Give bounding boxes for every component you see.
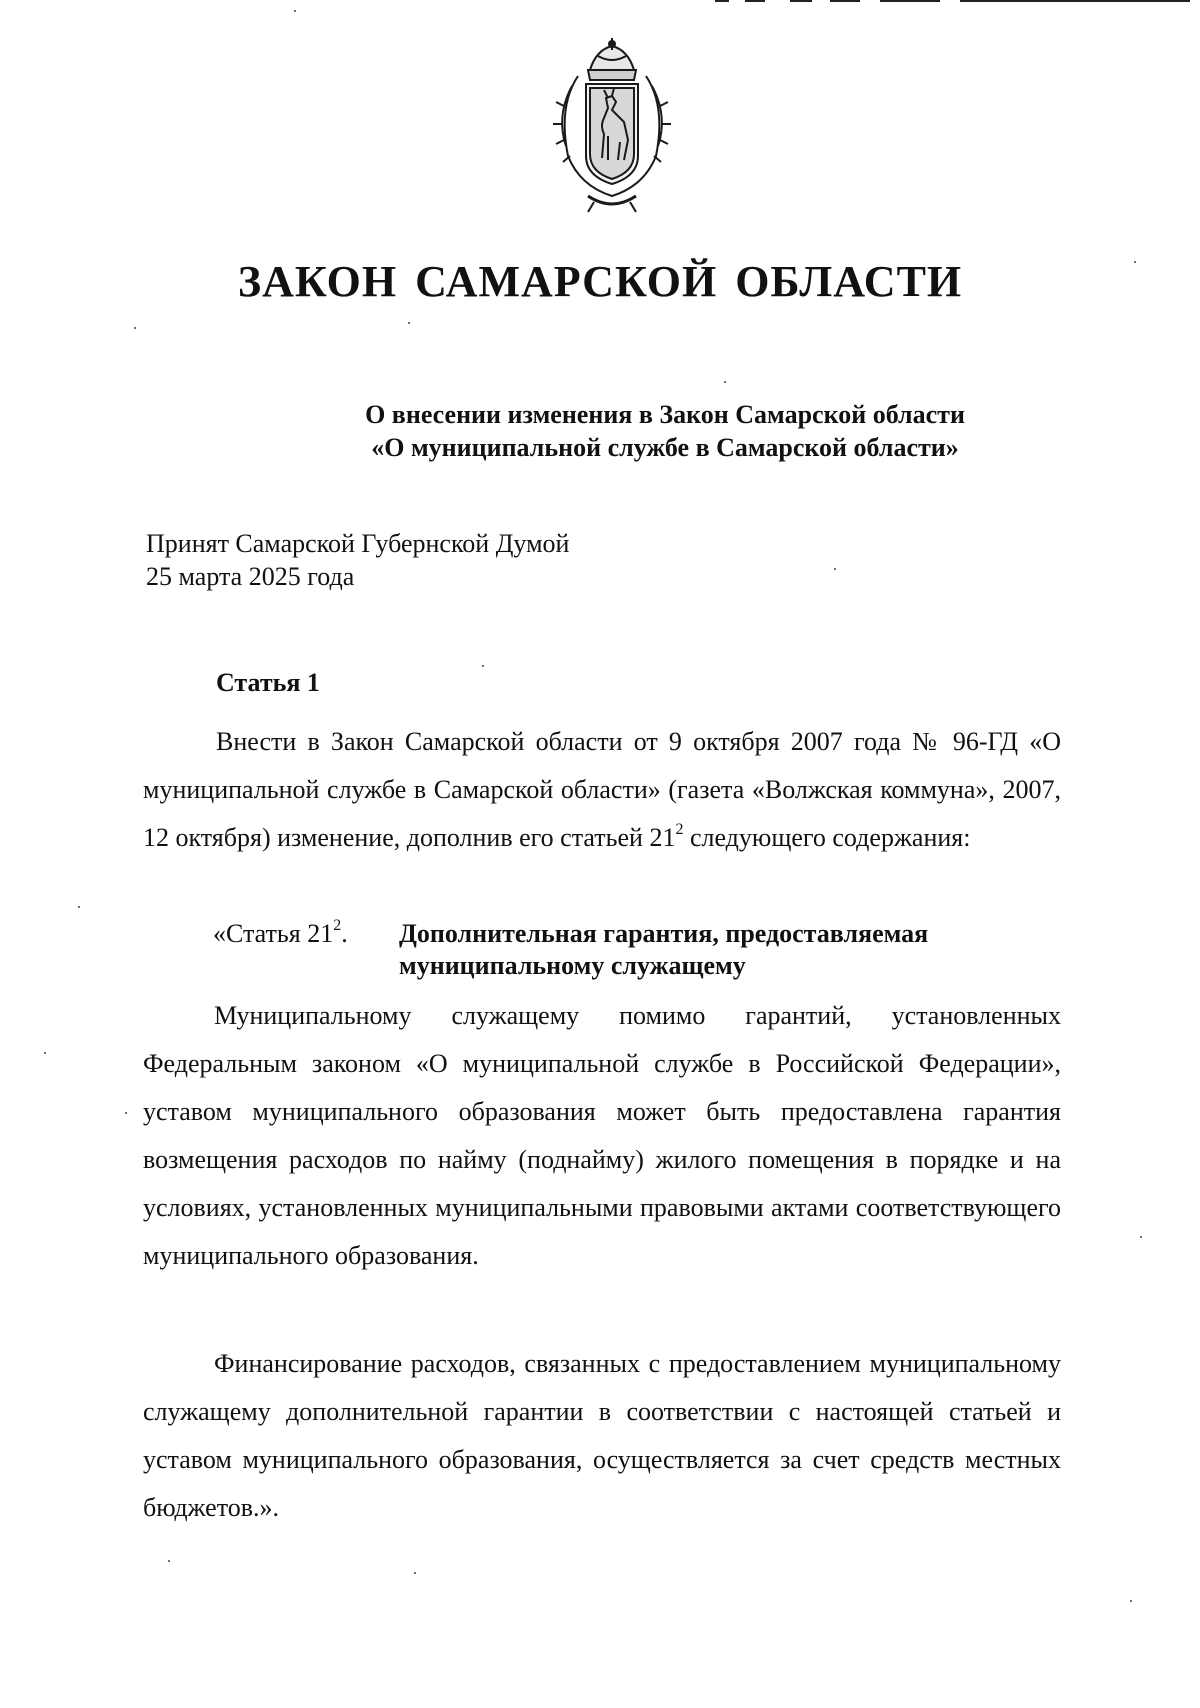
scan-mark	[830, 0, 860, 2]
article-heading: Статья 1	[216, 668, 320, 697]
intro-text: Внести в Закон Самарской области от 9 октября 2007 года № 96-ГД «О муниципальной службе в Самарской области» (газета «Волжская коммуна», 2007, 12 октября) изменение, дополнив его статьей 21	[143, 727, 1061, 852]
scan-speck	[1140, 1236, 1142, 1238]
sub-article-superscript: 2	[333, 917, 342, 935]
scan-mark	[715, 0, 729, 2]
sub-article-number	[213, 918, 399, 982]
scan-mark	[745, 0, 765, 2]
article-intro-paragraph	[143, 718, 1061, 862]
scan-mark	[960, 0, 1190, 2]
adoption-info	[146, 527, 569, 593]
scan-speck	[482, 665, 484, 667]
sub-article-number-dot: .	[341, 919, 348, 948]
scan-speck	[134, 327, 136, 329]
law-title: ЗАКОН САМАРСКОЙ ОБЛАСТИ	[237, 257, 963, 306]
subtitle-line: О внесении изменения в Закон Самарской области	[365, 400, 965, 429]
adopted-by: Принят Самарской Губернской Думой	[146, 529, 570, 558]
adoption-date: 25 марта 2025 года	[146, 562, 355, 591]
scan-speck	[44, 1052, 46, 1054]
coat-of-arms-icon	[528, 36, 696, 216]
scan-speck	[1134, 261, 1136, 263]
sub-article-heading	[213, 918, 999, 982]
scan-speck	[78, 906, 80, 908]
intro-tail: следующего содержания:	[689, 823, 971, 852]
scan-speck	[834, 568, 836, 570]
scan-speck	[408, 322, 410, 324]
body-paragraph: Муниципальному служащему помимо гарантий, установленных Федеральным законом «О муниципальной службе в Российской Федерации», уставом муниципального образования может быть предоставлена гарантия возмещения расходов по найму (поднайму) жилого помещения в порядке и на условиях, установленных муниципальными правовыми актами соответствующего муниципального образования.	[143, 1001, 1061, 1270]
scan-speck	[294, 10, 296, 12]
subtitle-line: «О муниципальной службе в Самарской области»	[371, 433, 959, 462]
body-paragraph: Финансирование расходов, связанных с предоставлением муниципальному служащему дополнительной гарантии в соответствии с настоящей статьей и уставом муниципального образования, осуществляется за счет средств местных бюджетов.».	[143, 1349, 1061, 1522]
sub-article-number-text: «Статья 21	[213, 919, 334, 948]
scan-speck	[724, 381, 726, 383]
sub-article-title: Дополнительная гарантия, предоставляемая муниципальному служащему	[399, 919, 929, 980]
scan-speck	[168, 1560, 170, 1562]
scan-mark	[880, 0, 940, 2]
scan-speck	[125, 1112, 127, 1114]
intro-superscript: 2	[675, 821, 684, 839]
law-subtitle	[0, 398, 1200, 464]
scan-speck	[414, 1572, 416, 1574]
scan-speck	[1130, 1600, 1132, 1602]
scan-mark	[790, 0, 812, 2]
